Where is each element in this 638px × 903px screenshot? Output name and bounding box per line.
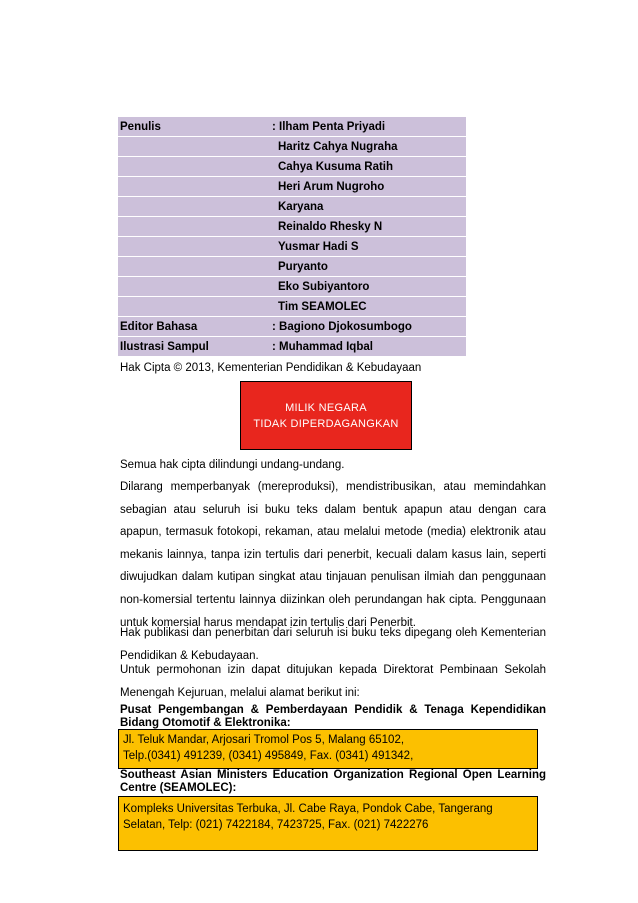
publication-rights-paragraph: Hak publikasi dan penerbitan dari seluruh isi buku teks dipegang oleh Kementerian Pendidikan & Kebudayaan. xyxy=(120,627,546,662)
org1-name: Pusat Pengembangan & Pemberdayaan Pendidik & Tenaga Kependidikan Bidang Otomotif & Elektronika: xyxy=(120,704,546,729)
org1-address-line-1: Jl. Teluk Mandar, Arjosari Tromol Pos 5, Malang 65102, xyxy=(123,734,405,746)
copyright-line: Hak Cipta © 2013, Kementerian Pendidikan & Kebudayaan xyxy=(120,362,422,374)
credit-name: Puryanto xyxy=(270,257,466,277)
credit-row xyxy=(118,217,466,237)
org1-address-box xyxy=(118,729,538,769)
credit-role xyxy=(118,217,270,237)
credit-row xyxy=(118,257,466,277)
org2-address-box xyxy=(118,796,538,851)
credit-role xyxy=(118,177,270,197)
credit-row xyxy=(118,137,466,157)
org2-address-line-1: Kompleks Universitas Terbuka, Jl. Cabe Raya, Pondok Cabe, Tangerang xyxy=(123,803,493,815)
rights-paragraph: Semua hak cipta dilindungi undang-undang. xyxy=(120,459,345,471)
credit-name: : Bagiono Djokosumbogo xyxy=(270,317,466,337)
credit-name: Heri Arum Nugroho xyxy=(270,177,466,197)
credit-row xyxy=(118,177,466,197)
org1-address-line-2: Telp.(0341) 491239, (0341) 495849, Fax. (0341) 491342, xyxy=(123,750,414,762)
credit-role xyxy=(118,137,270,157)
credit-row xyxy=(118,237,466,257)
credit-row xyxy=(118,277,466,297)
prohibition-paragraph: Dilarang memperbanyak (mereproduksi), mendistribusikan, atau memindahkan sebagian atau seluruh isi buku teks dalam bentuk apapun atau dengan cara apapun, termasuk fotokopi, rekaman, atau melalui metode (media) elektronik atau mekanis lainnya, tanpa izin tertulis dari penerbit, kecuali dalam kasus lain, seperti diwujudkan dalam kutipan singkat atau tinjauan penulisan ilmiah dan penggunaan non-komersial tertentu lainnya diizinkan oleh perundangan hak cipta. Penggunaan untuk komersial harus mendapat izin tertulis dari Penerbit. xyxy=(120,481,546,629)
credit-row xyxy=(118,337,466,357)
credit-role xyxy=(118,157,270,177)
credit-name: Reinaldo Rhesky N xyxy=(270,217,466,237)
credit-row xyxy=(118,317,466,337)
credit-name: Cahya Kusuma Ratih xyxy=(270,157,466,177)
stamp-line-2: TIDAK DIPERDAGANGKAN xyxy=(253,417,399,430)
stamp-line-1: MILIK NEGARA xyxy=(285,401,367,414)
credit-name: Tim SEAMOLEC xyxy=(270,297,466,317)
credit-name: : Ilham Penta Priyadi xyxy=(270,117,466,137)
credit-name: Haritz Cahya Nugraha xyxy=(270,137,466,157)
credit-role xyxy=(118,257,270,277)
permission-paragraph: Untuk permohonan izin dapat ditujukan kepada Direktorat Pembinaan Sekolah Menengah Kejuruan, melalui alamat berikut ini: xyxy=(120,664,546,699)
credit-name: : Muhammad Iqbal xyxy=(270,337,466,357)
credit-row xyxy=(118,197,466,217)
credit-role: Penulis xyxy=(118,117,270,137)
not-for-sale-stamp xyxy=(240,381,412,450)
credit-row xyxy=(118,157,466,177)
credit-role xyxy=(118,277,270,297)
credit-name: Yusmar Hadi S xyxy=(270,237,466,257)
credit-role: Editor Bahasa xyxy=(118,317,270,337)
credit-role xyxy=(118,237,270,257)
credit-role: Ilustrasi Sampul xyxy=(118,337,270,357)
credit-role xyxy=(118,297,270,317)
credit-row xyxy=(118,297,466,317)
org2-name: Southeast Asian Ministers Education Organization Regional Open Learning Centre (SEAMOLEC): xyxy=(120,769,546,794)
credit-name: Eko Subiyantoro xyxy=(270,277,466,297)
credit-name: Karyana xyxy=(270,197,466,217)
credit-role xyxy=(118,197,270,217)
org2-address-line-2: Selatan, Telp: (021) 7422184, 7423725, Fax. (021) 7422276 xyxy=(123,819,429,831)
credit-row xyxy=(118,117,466,137)
credits-table xyxy=(118,117,466,357)
